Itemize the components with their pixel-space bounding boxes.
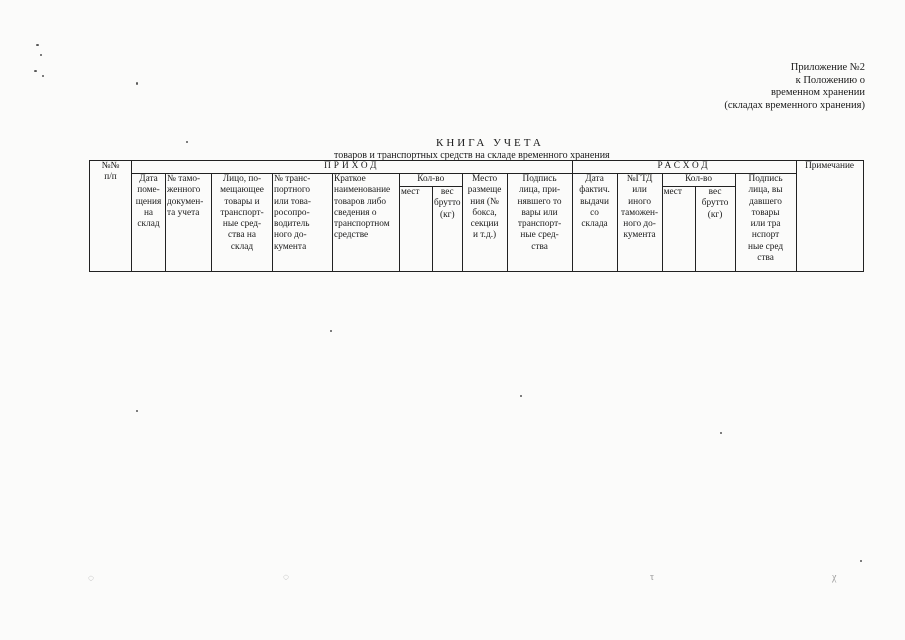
in-date-header (132, 174, 166, 272)
header-line: товаров либо (334, 196, 386, 207)
header-line: ные сред- (222, 219, 262, 230)
header-line: брутто (434, 198, 461, 209)
header-line: склад (230, 241, 254, 252)
out-gtd-header (617, 174, 662, 272)
header-line: лица, при- (519, 185, 561, 196)
header-line: или (632, 185, 647, 196)
scan-speck (520, 395, 522, 397)
in-quantity-header: Кол-во (400, 174, 462, 187)
header-lines (274, 174, 331, 253)
outgoing-section-header: РАСХОД (572, 161, 796, 174)
header-line: Подпись (748, 174, 783, 184)
scan-smudge: τ (650, 572, 655, 583)
header-lines (334, 174, 398, 242)
appendix-line: к Положению о (795, 74, 865, 86)
header-line: на (143, 207, 154, 218)
out-places-header (663, 187, 696, 271)
header-lines (737, 174, 795, 264)
appendix-line: Приложение №2 (790, 62, 865, 73)
header-line: бокса, (472, 207, 497, 218)
header-line: мест (663, 187, 682, 197)
header-line: № тамо- (167, 174, 201, 184)
header-line: (кг) (440, 209, 455, 220)
scan-speck (136, 410, 138, 412)
header-line: вес (440, 187, 454, 197)
out-date-header (572, 174, 617, 272)
header-lines (574, 174, 616, 230)
scan-speck (720, 432, 722, 434)
header-lines (167, 174, 210, 219)
header-line: транспортном (334, 219, 390, 230)
register-table (89, 160, 864, 272)
header-line: кумента (623, 230, 656, 241)
header-line: вары или (521, 207, 558, 218)
header-line: Дата (585, 174, 604, 184)
header-line: ния (№ (470, 196, 499, 207)
header-line: секции (470, 219, 499, 230)
header-line: ного до- (623, 219, 656, 230)
out-gross-weight-header (696, 187, 735, 271)
header-line: портного (274, 185, 311, 196)
header-line: транспорт- (517, 219, 562, 230)
header-lines (213, 174, 271, 253)
scan-speck (330, 330, 332, 332)
header-line: нспорт (751, 230, 780, 241)
in-customs-doc-header (166, 174, 212, 272)
in-description-header (333, 174, 400, 272)
header-line: склада (581, 219, 608, 230)
header-line: средстве (334, 230, 369, 241)
note-header: Примечание (796, 161, 863, 272)
header-line: транспорт- (220, 207, 264, 218)
scan-speck (34, 70, 37, 72)
header-lines (619, 174, 661, 242)
header-line: Подпись (522, 174, 557, 184)
scan-smudge: χ (832, 572, 837, 583)
header-line: докумен- (167, 196, 204, 207)
header-line: наименование (334, 185, 391, 196)
header-line: лица, вы (748, 185, 783, 196)
header-line: склад (137, 219, 160, 230)
row-number-header (90, 161, 132, 272)
appendix-line: (складах временного хранения) (724, 99, 865, 111)
header-line: №ГТД (626, 174, 653, 184)
header-line: кумента (274, 241, 307, 252)
header-lines (91, 161, 130, 184)
header-line: иного (628, 196, 651, 207)
header-line: таможен- (621, 207, 659, 218)
in-person-header (212, 174, 273, 272)
header-line: со (590, 207, 599, 218)
header-line: №№ (101, 161, 120, 171)
header-line: мещающее (220, 185, 264, 196)
in-signature-header (507, 174, 572, 272)
header-line: мест (401, 187, 420, 197)
header-line: поме- (137, 185, 160, 196)
header-line: размеще (467, 185, 502, 196)
in-gross-weight-header (433, 187, 462, 271)
header-line: Лицо, по- (222, 174, 262, 184)
header-line: (кг) (707, 209, 723, 220)
scan-speck (186, 141, 188, 143)
page-subtitle: товаров и транспортных средств на складе временного хранения (334, 150, 610, 161)
header-line: выдачи (580, 196, 609, 207)
header-line: брутто (701, 198, 729, 209)
header-line: женного (167, 185, 201, 196)
header-line: ные сред (747, 241, 784, 252)
appendix-reference (665, 62, 865, 112)
header-line: ства (531, 241, 548, 252)
out-quantity-header: Кол-во (663, 174, 735, 187)
header-lines (464, 174, 506, 242)
header-line: или това- (274, 196, 311, 207)
header-line: и т.д.) (472, 230, 497, 241)
in-transport-doc-header (273, 174, 333, 272)
header-line: та учета (167, 207, 200, 218)
in-location-header (462, 174, 507, 272)
scan-smudge: ◌ (283, 572, 289, 583)
header-line: водитель (274, 219, 310, 230)
header-line: № транс- (274, 174, 311, 184)
appendix-line: временном хранении (770, 87, 865, 98)
header-line: ные сред- (520, 230, 559, 241)
header-lines (509, 174, 571, 253)
scan-speck (860, 560, 862, 562)
incoming-section-header: ПРИХОД (132, 161, 573, 174)
header-line: товары (751, 207, 780, 218)
scan-smudge: ◌ (88, 573, 94, 584)
out-signature-header (735, 174, 796, 272)
header-line: росопро- (274, 207, 310, 218)
header-line: ного до- (274, 230, 307, 241)
header-line: или тра (750, 219, 781, 230)
header-line: Дата (139, 174, 158, 184)
header-line: давшего (749, 196, 782, 207)
in-quantity-group (400, 174, 463, 272)
header-line: Краткое (334, 174, 366, 184)
scan-speck (42, 75, 44, 77)
header-line: щения (135, 196, 162, 207)
header-line: сведения о (334, 207, 377, 218)
header-line: товары и (224, 196, 260, 207)
scan-speck (40, 54, 42, 56)
header-line: ства (757, 253, 774, 264)
header-line: вес (708, 187, 722, 197)
page-title: КНИГА УЧЕТА (436, 137, 544, 149)
out-quantity-group (662, 174, 735, 272)
header-lines (133, 174, 164, 230)
scan-speck (136, 82, 138, 85)
header-line: Место (471, 174, 498, 184)
header-line: п/п (104, 172, 117, 183)
in-places-header (400, 187, 433, 271)
header-line: фактич. (579, 185, 610, 196)
header-line: ства на (227, 230, 256, 241)
scan-speck (36, 44, 39, 46)
header-line: нявшего то (517, 196, 562, 207)
